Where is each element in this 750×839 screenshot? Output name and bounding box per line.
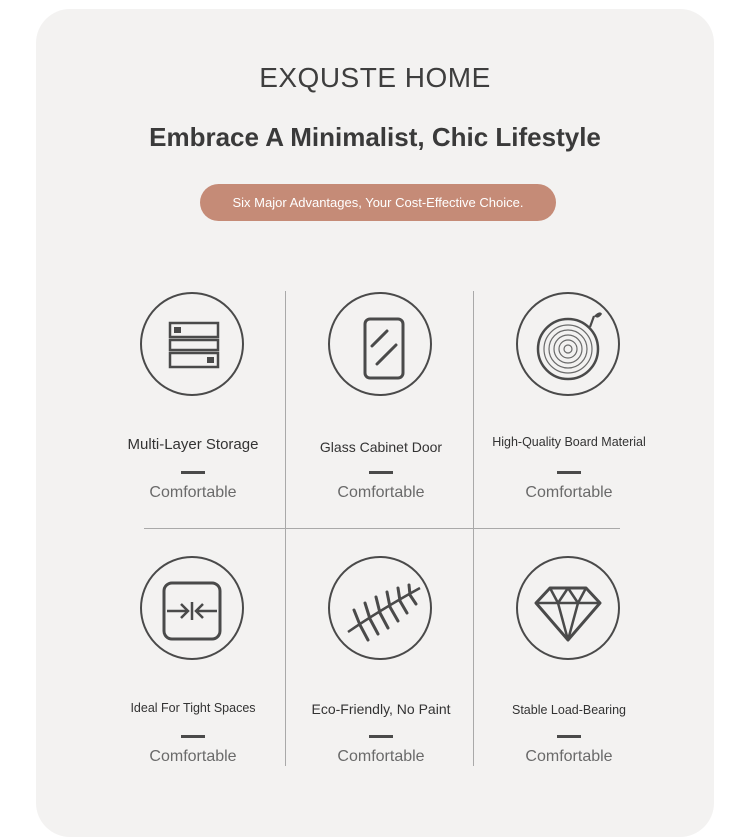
feature-subtitle: Comfortable (149, 484, 237, 501)
feature-divider-dash (181, 471, 205, 474)
diamond-icon (516, 556, 620, 660)
feature-subtitle: Comfortable (149, 748, 237, 765)
feature-board-material (475, 292, 663, 528)
divider-horizontal (144, 528, 620, 529)
feature-divider-dash (369, 471, 393, 474)
feature-eco-friendly (287, 556, 475, 792)
feature-title: Glass Cabinet Door (319, 439, 443, 455)
feature-title: Multi-Layer Storage (127, 436, 259, 453)
feature-glass-cabinet-door (287, 292, 475, 528)
feature-title: Ideal For Tight Spaces (130, 701, 256, 715)
brand-title: EXQUSTE HOME (259, 62, 491, 93)
feature-subtitle: Comfortable (525, 484, 613, 501)
feature-title: Stable Load-Bearing (512, 703, 626, 717)
glass-door-icon (328, 292, 432, 396)
feature-subtitle: Comfortable (337, 484, 425, 501)
tree-ring-icon (516, 292, 620, 396)
feature-multi-layer-storage (99, 292, 287, 528)
feature-divider-dash (557, 471, 581, 474)
feature-divider-dash (557, 735, 581, 738)
feature-title: High-Quality Board Material (492, 435, 646, 449)
feature-load-bearing (475, 556, 663, 792)
compress-arrows-icon (140, 556, 244, 660)
shelves-icon (140, 292, 244, 396)
feature-subtitle: Comfortable (525, 748, 613, 765)
page-headline: Embrace A Minimalist, Chic Lifestyle (149, 122, 601, 152)
feature-subtitle: Comfortable (337, 748, 425, 765)
feature-divider-dash (369, 735, 393, 738)
tagline-badge: Six Major Advantages, Your Cost-Effective Choice. (200, 184, 556, 221)
feature-title: Eco-Friendly, No Paint (311, 701, 451, 717)
leaf-icon (328, 556, 432, 660)
feature-tight-spaces (99, 556, 287, 792)
feature-divider-dash (181, 735, 205, 738)
